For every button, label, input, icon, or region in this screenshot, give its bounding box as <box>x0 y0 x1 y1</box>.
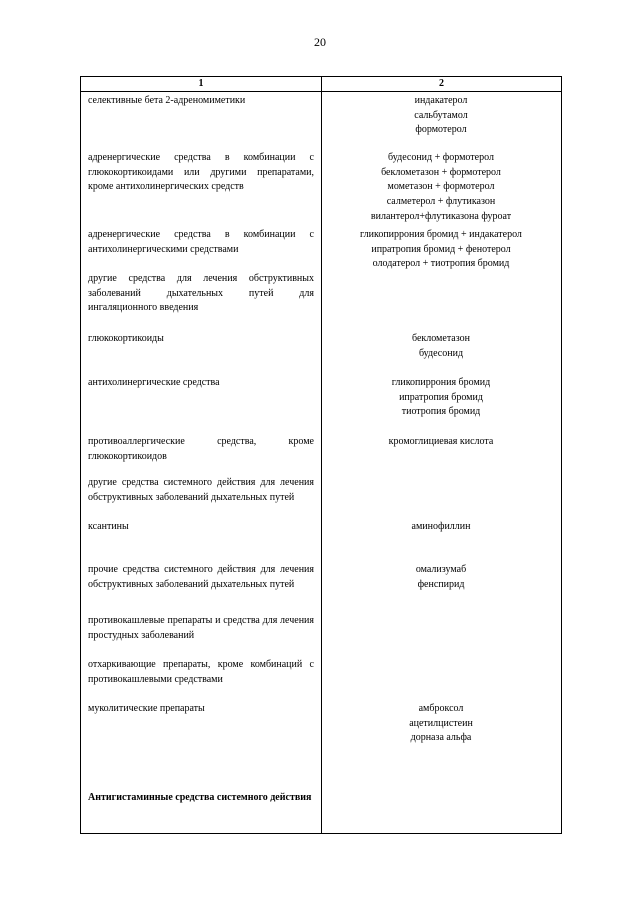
table-row-label: муколитические препараты <box>88 703 205 714</box>
drug-name: фенспирид <box>417 578 465 590</box>
table-row-values <box>325 520 557 535</box>
drug-name: сальбутамол <box>414 109 468 121</box>
column-divider <box>321 77 322 833</box>
table-row-label: отхаркивающие препараты, кроме комбинаций с противокашлевыми средствами <box>88 659 314 685</box>
table-row-label: прочие средства системного действия для лечения обструктивных заболеваний дыхательных путей <box>88 564 314 590</box>
drug-name: дорназа альфа <box>410 732 472 744</box>
drug-name: беклометазон <box>412 333 470 344</box>
column-header-2: 2 <box>439 78 444 89</box>
table-row-label: другие средства для лечения обструктивных заболеваний дыхательных путей для ингаляционного введения <box>88 273 314 314</box>
drug-name: ацетилцистеин <box>409 717 473 729</box>
drug-name: амброксол <box>418 703 464 714</box>
table-row-label: адренергические средства в комбинации с глюкокортикоидами или другими препаратами, кроме антихолинергических средств <box>88 152 314 193</box>
table-row-values <box>325 702 557 746</box>
table-row-values <box>325 94 557 138</box>
drug-name: формотерол <box>415 124 467 136</box>
table-row-values <box>325 151 557 225</box>
table-row-label: селективные бета 2-адреномиметики <box>88 95 246 106</box>
section-heading: Антигистаминные средства системного действия <box>88 792 312 803</box>
drug-name: салметерол + флутиказон <box>386 196 496 208</box>
table-row-values <box>325 563 557 592</box>
column-header-1: 1 <box>198 78 204 89</box>
drug-name: ипратропия бромид + фенотерол <box>371 243 511 255</box>
drug-name: тиотропия бромид <box>401 406 481 418</box>
drug-name: вилантерол+флутиказона фуроат <box>370 210 512 222</box>
table-row-values <box>325 228 557 272</box>
table-row-values <box>325 332 557 361</box>
drug-name: беклометазон + формотерол <box>381 166 501 178</box>
drug-name: индакатерол <box>414 95 468 106</box>
drug-name: омализумаб <box>415 564 467 575</box>
drug-name: гликопиррония бромид <box>391 377 491 388</box>
drug-table <box>80 76 562 834</box>
table-row-label: ксантины <box>88 521 129 532</box>
drug-name: ипратропия бромид <box>399 391 483 403</box>
table-row-label: противокашлевые препараты и средства для лечения простудных заболеваний <box>88 615 314 641</box>
drug-name: мометазон + формотерол <box>387 181 495 193</box>
table-row-label: антихолинергические средства <box>88 377 220 388</box>
page-number: 20 <box>314 35 326 49</box>
drug-name: аминофиллин <box>411 521 471 532</box>
table-row-label: другие средства системного действия для лечения обструктивных заболеваний дыхательных путей <box>88 477 314 503</box>
drug-name: кромоглициевая кислота <box>388 436 494 447</box>
table-row-label: противоаллергические средства, кроме глюкокортикоидов <box>88 436 314 462</box>
drug-name: гликопиррония бромид + индакатерол <box>360 229 522 240</box>
table-row-label: адренергические средства в комбинации с антихолинергическими средствами <box>88 229 314 255</box>
table-row-values <box>325 376 557 420</box>
drug-name: будесонид + формотерол <box>388 152 494 163</box>
drug-name: олодатерол + тиотропия бромид <box>372 258 510 270</box>
table-row-label: глюкокортикоиды <box>88 333 164 344</box>
table-row-values <box>325 435 557 450</box>
drug-name: будесонид <box>418 347 464 359</box>
